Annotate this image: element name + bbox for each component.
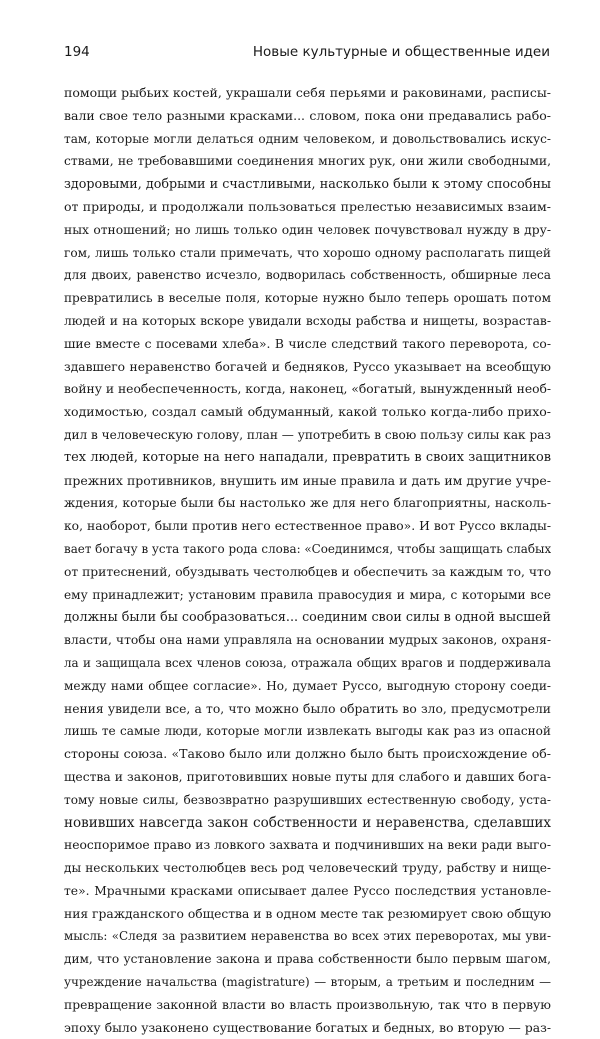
text-line: неоспоримое право из ловкого захвата и подчинивших на веки ради выго- bbox=[64, 838, 551, 853]
text-line: людей и на которых вскоре увидали всходы рабства и нищеты, возрастав- bbox=[64, 313, 551, 328]
text-line: между нами общее согласие». Но, думает Руссо, выгодную сторону соеди- bbox=[64, 678, 551, 693]
text-line: гом, лишь только стали примечать, что хорошо одному располагать пищей bbox=[64, 245, 551, 260]
text-line: от притеснений, обуздывать честолюбцев и обеспечить за каждым то, что bbox=[64, 564, 551, 579]
text-line: там, которые могли делаться одним человеком, и довольствовались искус- bbox=[64, 131, 551, 146]
text-line: ных отношений; но лишь только один человек почувствовал нужду в дру- bbox=[64, 222, 551, 237]
text-line: эпоху было узаконено существование богатых и бедных, во вторую — раз- bbox=[64, 1020, 551, 1035]
text-line: те». Мрачными красками описывает далее Руссо последствия установле- bbox=[64, 883, 551, 898]
text-line: новивших навсегда закон собственности и неравенства, сделавших bbox=[64, 814, 551, 831]
text-line: стороны союза. «Таково было или должно было быть происхождение об- bbox=[64, 746, 551, 762]
text-line: тому новые силы, безвозвратно разрушивших естественную свободу, уста- bbox=[64, 792, 551, 807]
text-line: вали свое тело разными красками... словом, пока они предавались рабо- bbox=[64, 107, 551, 123]
text-line: ждения, которые были бы настолько же для него благоприятны, насколь- bbox=[64, 496, 551, 511]
text-line: вает богачу в уста такого рода слова: «Соединимся, чтобы защищать слабых bbox=[64, 541, 551, 556]
text-line: щества и законов, приготовивших новые путы для слабого и давших бога- bbox=[64, 769, 551, 784]
text-line: шие вместе с посевами хлеба». В числе следствий такого переворота, со- bbox=[64, 336, 551, 351]
text-line: здоровыми, добрыми и счастливыми, насколько были к этому способны bbox=[64, 176, 551, 192]
page-header bbox=[64, 44, 550, 64]
text-line: ды нескольких честолюбцев весь род человеческий труду, рабству и нище- bbox=[64, 861, 551, 876]
text-line: тех людей, которые на него нападали, превратить в своих защитников bbox=[64, 449, 551, 465]
page-number: 194 bbox=[64, 44, 90, 60]
body-text bbox=[64, 82, 551, 1039]
text-line: нения увидели все, а то, что можно было обратить во зло, предусмотрели bbox=[64, 701, 551, 716]
text-line: ствами, не требовавшими соединения многих рук, они жили свободными, bbox=[64, 154, 551, 169]
text-line: ла и защищала всех членов союза, отражала общих врагов и поддерживала bbox=[64, 655, 551, 670]
text-line: от природы, и продолжали пользоваться прелестью независимых взаим- bbox=[64, 198, 551, 214]
text-line: дил в человеческую голову, план — употребить в свою пользу силы как раз bbox=[64, 427, 551, 442]
text-line: превратились в веселые поля, которые нужно было теперь орошать потом bbox=[64, 291, 551, 306]
text-line: лишь те самые люди, которые могли извлекать выгоды как раз из опасной bbox=[64, 724, 551, 739]
text-line: для двоих, равенство исчезло, водворилась собственность, обширные леса bbox=[64, 268, 551, 283]
text-line: ходимостью, создал самый обдуманный, какой только когда-либо прихо- bbox=[64, 404, 551, 420]
text-line: помощи рыбьих костей, украшали себя перьями и раковинами, расписы- bbox=[64, 85, 551, 100]
text-line: дим, что установление закона и права собственности было первым шагом, bbox=[64, 952, 551, 967]
text-line: ния гражданского общества и в одном месте так резюмирует свою общую bbox=[64, 906, 551, 921]
text-line: здавшего неравенство богачей и бедняков, Руссо указывает на всеобщую bbox=[64, 359, 551, 374]
text-line: должны были бы сообразоваться... соединим свои силы в одной высшей bbox=[64, 609, 551, 625]
text-line: прежних противников, внушить им иные правила и дать им другие учре- bbox=[64, 472, 551, 488]
text-line: мысль: «Следя за развитием неравенства во всех этих переворотах, мы уви- bbox=[64, 929, 551, 944]
text-line: учреждение начальства (magistrature) — вторым, а третьим и последним — bbox=[64, 975, 551, 990]
running-title: Новые культурные и общественные идеи bbox=[252, 44, 550, 60]
text-line: ему принадлежит; установим правила правосудия и мира, с которыми все bbox=[64, 587, 551, 602]
text-line: превращение законной власти во власть произвольную, так что в первую bbox=[64, 997, 551, 1012]
text-line: ко, наоборот, были против него естественное право». И вот Руссо вклады- bbox=[64, 519, 551, 534]
text-line: власти, чтобы она нами управляла на основании мудрых законов, охраня- bbox=[64, 633, 551, 648]
text-line: войну и необеспеченность, когда, наконец, «богатый, вынужденный необ- bbox=[64, 382, 551, 397]
